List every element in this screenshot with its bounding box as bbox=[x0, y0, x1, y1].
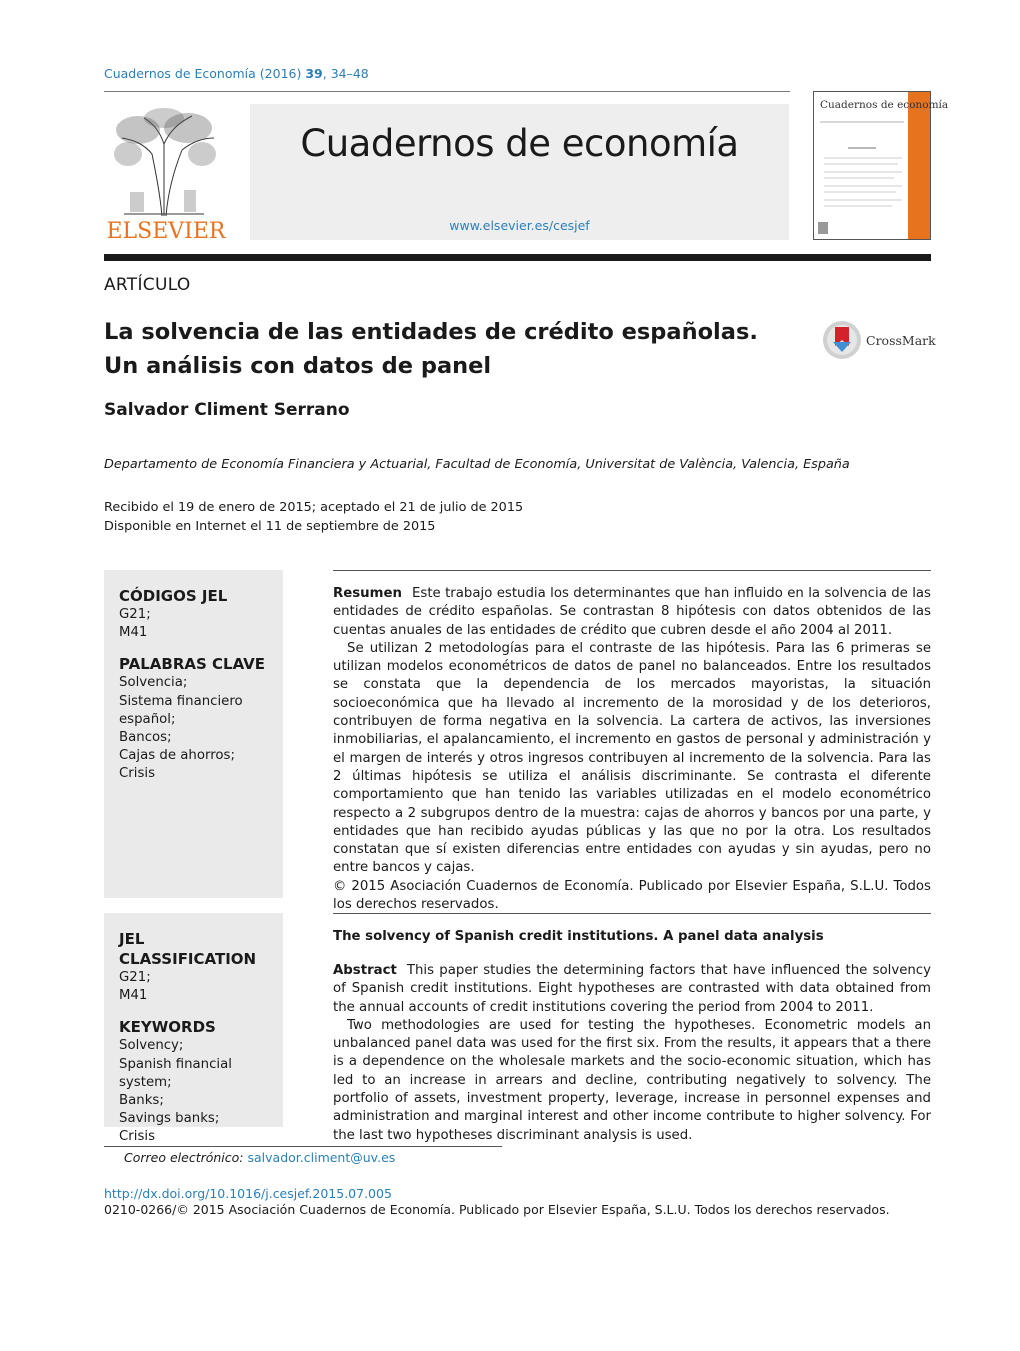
email-label: Correo electrónico: bbox=[124, 1150, 244, 1165]
journal-pages: , 34–48 bbox=[322, 66, 369, 81]
abstract-es-p1-text: Este trabajo estudia los determinantes que han influido en la solvencia de las entidades de crédito españolas. Se contrastan 8 hipótesis con datos obtenidos de las cuentas anuales de las entidades de crédito que cubren desde el año 2004 al 2011. bbox=[333, 586, 931, 638]
sidebar-keywords-es bbox=[104, 570, 283, 898]
cover-image bbox=[814, 92, 949, 239]
abstract-en-p1-text: This paper studies the determining factors that have influenced the solvency of Spanish credit institutions. Eight hypotheses are contrasted with data obtained from the annual accounts of credit institutions covering the period from 2004 to 2011. bbox=[333, 963, 931, 1015]
keyword: system; bbox=[119, 1074, 172, 1090]
crossmark-badge[interactable] bbox=[822, 318, 936, 362]
article-title bbox=[104, 315, 784, 383]
received-date: Recibido el 19 de enero de 2015; aceptado el 21 de julio de 2015 bbox=[104, 500, 524, 515]
available-date: Disponible en Internet el 11 de septiembre de 2015 bbox=[104, 519, 436, 534]
cover-title: Cuadernos de economía bbox=[820, 99, 949, 111]
abstract-es-rule bbox=[333, 570, 931, 571]
journal-name: Cuadernos de Economía (2016) bbox=[104, 66, 302, 81]
article-type: ARTÍCULO bbox=[104, 275, 191, 295]
keyword: Bancos; bbox=[119, 730, 172, 746]
header-top-rule bbox=[104, 91, 790, 92]
jel-code: G21; bbox=[119, 970, 151, 985]
journal-banner bbox=[250, 104, 789, 240]
email-footnote bbox=[124, 1150, 395, 1165]
copyright-line: 0210-0266/© 2015 Asociación Cuadernos de Economía. Publicado por Elsevier España, S.L.U. Todos los derechos reservados. bbox=[104, 1202, 890, 1217]
journal-title: Cuadernos de economía bbox=[300, 122, 739, 165]
abstract-es-p1 bbox=[333, 585, 931, 640]
abstract-es-label: Resumen bbox=[333, 586, 402, 601]
jel-heading-es: CÓDIGOS JEL bbox=[119, 587, 228, 605]
abstract-en-rule bbox=[333, 913, 931, 914]
doi-link[interactable]: http://dx.doi.org/10.1016/j.cesjef.2015.07.005 bbox=[104, 1186, 392, 1201]
keyword: Solvencia; bbox=[119, 675, 188, 691]
abstract-en-p1 bbox=[333, 962, 931, 1017]
keyword: Sistema financiero bbox=[119, 693, 243, 709]
keyword: Cajas de ahorros; bbox=[119, 748, 235, 764]
jel-code: G21; bbox=[119, 607, 151, 622]
journal-volume: 39 bbox=[305, 66, 323, 81]
keyword: español; bbox=[119, 711, 176, 727]
title-line-2: Un análisis con datos de panel bbox=[104, 353, 492, 379]
english-title: The solvency of Spanish credit institutions. A panel data analysis bbox=[333, 929, 824, 944]
keywords-heading-es: PALABRAS CLAVE bbox=[119, 655, 266, 674]
abstract-en bbox=[333, 962, 931, 1145]
jel-code: M41 bbox=[119, 988, 148, 1004]
keyword: Solvency; bbox=[119, 1038, 184, 1054]
keyword: Spanish financial bbox=[119, 1056, 232, 1072]
keyword: Crisis bbox=[119, 766, 155, 782]
abstract-es bbox=[333, 585, 931, 914]
crossmark-label: CrossMark bbox=[866, 333, 936, 348]
crossmark-icon bbox=[822, 318, 936, 362]
publisher-wordmark: ELSEVIER bbox=[106, 219, 226, 244]
keywords-heading-en: KEYWORDS bbox=[119, 1018, 216, 1037]
elsevier-logo bbox=[104, 104, 228, 244]
keyword: Banks; bbox=[119, 1093, 164, 1109]
abstract-es-copyright: © 2015 Asociación Cuadernos de Economía. Publicado por Elsevier España, S.L.U. Todos los derechos reservados. bbox=[333, 878, 931, 913]
journal-reference[interactable] bbox=[104, 66, 369, 81]
abstract-es-p2: Se utilizan 2 metodologías para el contraste de las hipótesis. Para las 6 primeras se utilizan modelos econométricos de datos de panel no balanceados. Entre los resultados se constata que la dependencia de los mercados mayoristas, la situación socioeconómica que ha llevado al incremento de la morosidad y de los deterioros, contribuyen de forma negativa en la solvencia. La cartera de activos, las inversiones inmobiliarias, el apalancamiento, el incremento en gastos de personal y administración y el margen de interés y otros ingresos contribuyen al incremento de la solvencia. Para las 2 últimas hipótesis se utiliza el análisis discriminante. Se contrasta el diferente comportamiento que han tenido las variables utilizadas en el modelo econométrico respecto a 2 subgrupos dentro de la muestra: cajas de ahorros y bancos por una parte, y entidades que han recibido ayudas públicas y las que no por la otra. Los resultados constatan que sí existen diferencias entre entidades con ayudas y sin ayudas, pero no entre bancos y cajas. bbox=[333, 640, 931, 876]
jel-code: M41 bbox=[119, 625, 148, 641]
publication-dates bbox=[104, 498, 523, 536]
journal-url-link[interactable]: www.elsevier.es/cesjef bbox=[449, 218, 590, 233]
email-link[interactable]: salvador.climent@uv.es bbox=[247, 1150, 396, 1165]
abstract-en-p2: Two methodologies are used for testing the hypotheses. Econometric models an unbalanced panel data was used for the first six. From the results, it appears that a there is a dependence on the wholesale markets and the socio-economic situation, which has led to an increase in arrears and decline, contributing negatively to solvency. The portfolio of assets, investment property, leverage, increase in personnel expenses and administration and marginal interest and other income contribute to higher solvency. For the last two hypotheses discriminant analysis is used. bbox=[333, 1017, 931, 1143]
jel-heading-en: JEL CLASSIFICATION bbox=[119, 930, 257, 968]
sidebar-keywords-en bbox=[104, 913, 283, 1145]
keyword: Crisis bbox=[119, 1129, 155, 1145]
header-thick-rule bbox=[104, 254, 931, 261]
author-name: Salvador Climent Serrano bbox=[104, 400, 350, 420]
elsevier-tree-icon bbox=[104, 104, 228, 244]
author-affiliation: Departamento de Economía Financiera y Actuarial, Facultad de Economía, Universitat de València, Valencia, España bbox=[104, 457, 850, 472]
footnote-rule bbox=[104, 1146, 502, 1147]
journal-cover-thumbnail bbox=[813, 91, 949, 240]
keyword: Savings banks; bbox=[119, 1111, 220, 1127]
title-line-1: La solvencia de las entidades de crédito españolas. bbox=[104, 319, 758, 345]
abstract-en-label: Abstract bbox=[333, 963, 397, 978]
